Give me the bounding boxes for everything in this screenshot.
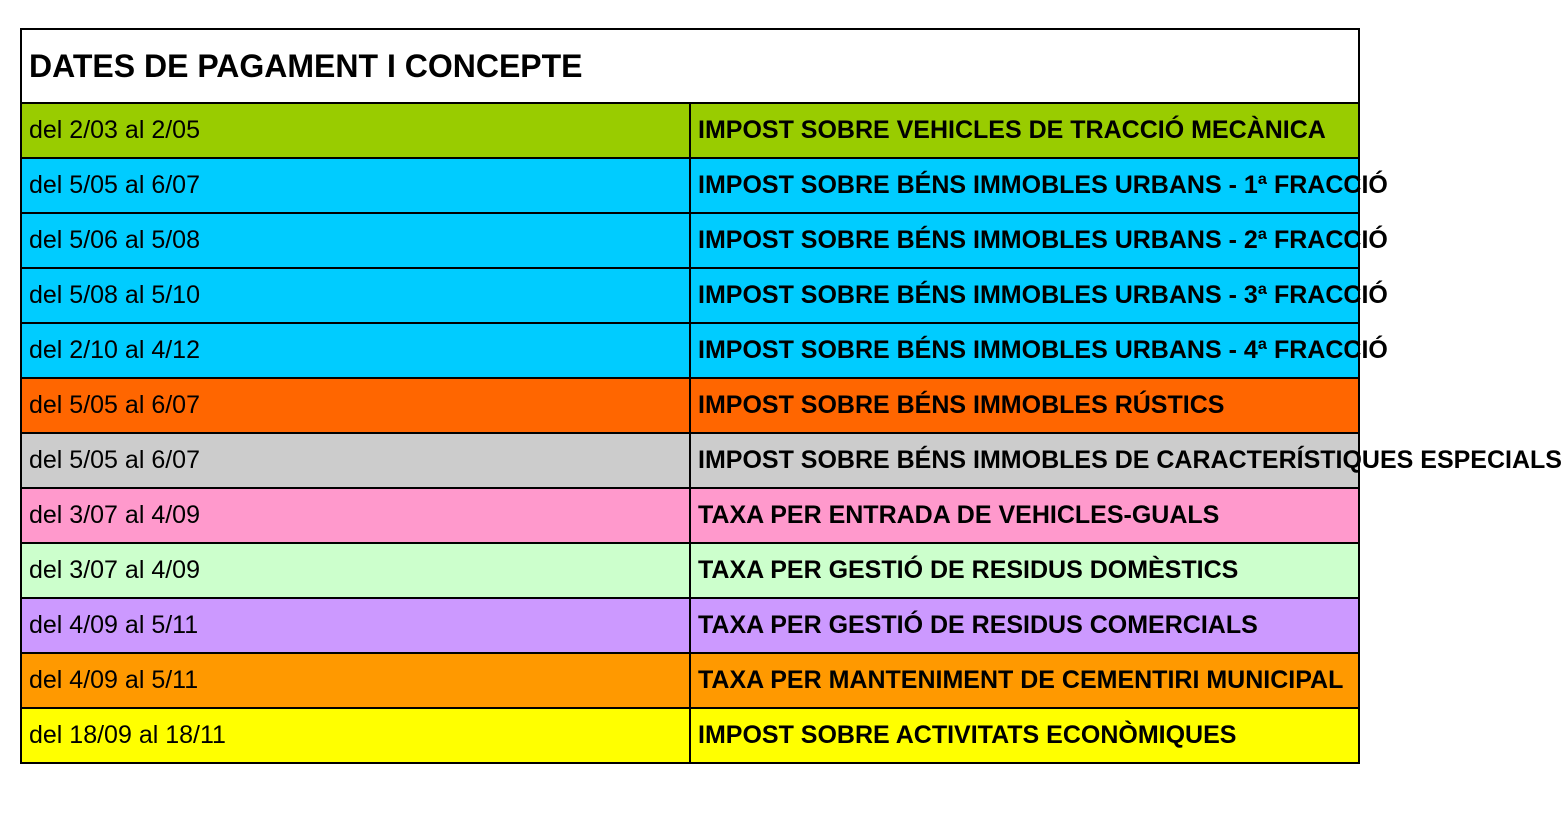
- table-body: [21, 103, 1562, 763]
- tax-concept-cell: TAXA PER MANTENIMENT DE CEMENTIRI MUNICIPAL: [690, 653, 1359, 708]
- table-row: [21, 543, 1359, 598]
- payment-dates-cell: del 2/03 al 2/05: [21, 103, 690, 158]
- tax-concept-cell: IMPOST SOBRE BÉNS IMMOBLES URBANS - 1ª FRACCIÓ: [690, 158, 1359, 213]
- tax-concept-cell: IMPOST SOBRE ACTIVITATS ECONÒMIQUES: [690, 708, 1359, 763]
- table-row: [21, 158, 1359, 213]
- tax-concept-cell: TAXA PER GESTIÓ DE RESIDUS DOMÈSTICS: [690, 543, 1359, 598]
- tax-concept-cell: IMPOST SOBRE BÉNS IMMOBLES URBANS - 2ª FRACCIÓ: [690, 213, 1359, 268]
- table-row: [21, 378, 1359, 433]
- table-row: [21, 323, 1359, 378]
- tax-concept-cell: IMPOST SOBRE BÉNS IMMOBLES URBANS - 3ª FRACCIÓ: [690, 268, 1359, 323]
- payment-dates-cell: del 4/09 al 5/11: [21, 598, 690, 653]
- payment-dates-cell: del 4/09 al 5/11: [21, 653, 690, 708]
- table-row: [21, 433, 1359, 488]
- payment-dates-cell: del 5/05 al 6/07: [21, 433, 690, 488]
- table-title: DATES DE PAGAMENT I CONCEPTE: [21, 29, 1359, 103]
- table-row: [21, 708, 1359, 763]
- tax-concept-cell: TAXA PER GESTIÓ DE RESIDUS COMERCIALS: [690, 598, 1359, 653]
- table-row: [21, 213, 1359, 268]
- tax-concept-cell: IMPOST SOBRE VEHICLES DE TRACCIÓ MECÀNICA: [690, 103, 1359, 158]
- payment-dates-table: [20, 28, 1562, 764]
- payment-dates-cell: del 5/06 al 5/08: [21, 213, 690, 268]
- payment-dates-cell: del 3/07 al 4/09: [21, 488, 690, 543]
- table-row: [21, 103, 1359, 158]
- payment-schedule-sheet: [20, 28, 1562, 764]
- table-header-row: [21, 29, 1359, 103]
- table-row: [21, 598, 1359, 653]
- tax-concept-cell: IMPOST SOBRE BÉNS IMMOBLES DE CARACTERÍSTIQUES ESPECIALS: [690, 433, 1359, 488]
- tax-concept-cell: IMPOST SOBRE BÉNS IMMOBLES URBANS - 4ª FRACCIÓ: [690, 323, 1359, 378]
- table-row: [21, 653, 1359, 708]
- tax-concept-cell: TAXA PER ENTRADA DE VEHICLES-GUALS: [690, 488, 1359, 543]
- tax-concept-cell: IMPOST SOBRE BÉNS IMMOBLES RÚSTICS: [690, 378, 1359, 433]
- table-row: [21, 268, 1359, 323]
- payment-dates-cell: del 5/05 al 6/07: [21, 378, 690, 433]
- payment-dates-cell: del 5/08 al 5/10: [21, 268, 690, 323]
- table-row: [21, 488, 1359, 543]
- payment-dates-cell: del 5/05 al 6/07: [21, 158, 690, 213]
- payment-dates-cell: del 2/10 al 4/12: [21, 323, 690, 378]
- payment-dates-cell: del 3/07 al 4/09: [21, 543, 690, 598]
- payment-dates-cell: del 18/09 al 18/11: [21, 708, 690, 763]
